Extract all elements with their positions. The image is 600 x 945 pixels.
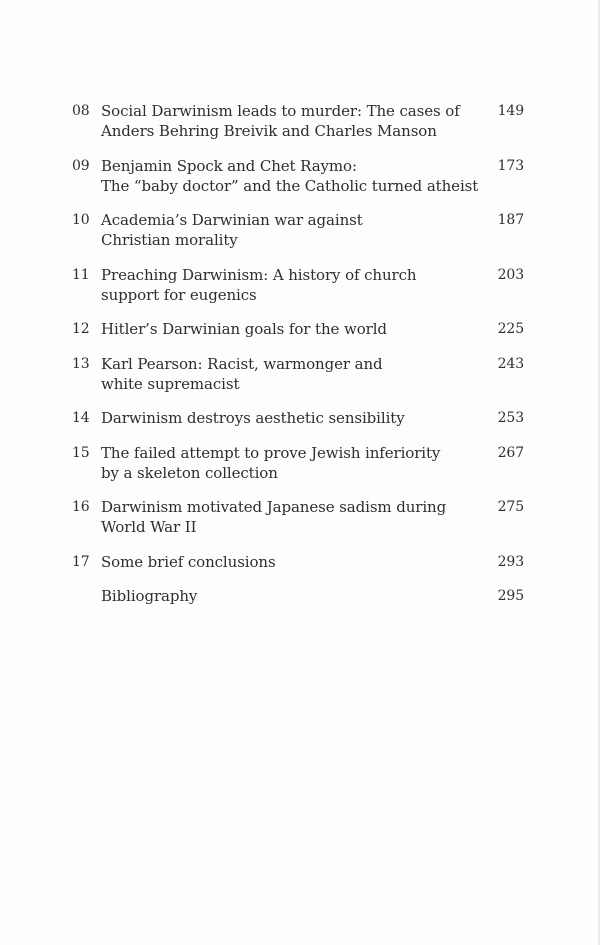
page-number: 267 xyxy=(497,444,524,461)
page-number: 293 xyxy=(497,553,524,570)
chapter-title-line: The failed attempt to prove Jewish inferiority xyxy=(101,443,441,462)
chapter-title-line: Some brief conclusions xyxy=(101,552,276,571)
chapter-title xyxy=(101,354,480,394)
page-number: 187 xyxy=(497,212,524,228)
chapter-title-line: Academia’s Darwinian war against xyxy=(101,211,363,229)
page-number: 149 xyxy=(497,103,524,119)
chapter-title xyxy=(101,210,480,250)
table-of-contents xyxy=(72,101,524,621)
chapter-title-line: Bibliography xyxy=(101,587,198,605)
page-number: 275 xyxy=(497,499,524,515)
chapter-number: 12 xyxy=(72,321,90,337)
chapter-title-line: Darwinism motivated Japanese sadism during xyxy=(101,498,447,516)
chapter-title-line: Darwinism destroys aesthetic sensibility xyxy=(101,409,405,427)
chapter-title-line: Benjamin Spock and Chet Raymo: xyxy=(101,156,357,175)
page-number: 173 xyxy=(497,157,524,174)
toc-entry[interactable] xyxy=(72,408,524,428)
toc-entry[interactable] xyxy=(72,265,524,305)
page-number: 203 xyxy=(497,266,524,283)
chapter-title-line: support for eugenics xyxy=(101,285,257,304)
chapter-title xyxy=(101,319,480,339)
toc-entry[interactable] xyxy=(72,497,524,537)
chapter-title-line: Christian morality xyxy=(101,231,238,249)
toc-entry[interactable] xyxy=(72,552,524,572)
chapter-title-line: The “baby doctor” and the Catholic turned atheist xyxy=(101,176,479,195)
chapter-title-line: Hitler’s Darwinian goals for the world xyxy=(101,320,387,338)
chapter-number: 11 xyxy=(72,266,90,283)
chapter-title xyxy=(101,265,480,305)
chapter-title xyxy=(101,586,480,606)
toc-entry[interactable] xyxy=(72,210,524,250)
chapter-title-line: white supremacist xyxy=(101,374,240,393)
page-number: 253 xyxy=(497,410,524,426)
chapter-number: 17 xyxy=(72,553,90,570)
chapter-title-line: Karl Pearson: Racist, warmonger and xyxy=(101,354,383,373)
chapter-title-line: World War II xyxy=(101,518,197,536)
toc-entry[interactable] xyxy=(72,354,524,394)
toc-entry[interactable] xyxy=(72,101,524,141)
toc-entry[interactable] xyxy=(72,586,524,606)
toc-entry[interactable] xyxy=(72,319,524,339)
chapter-title xyxy=(101,156,480,196)
chapter-title-line: Social Darwinism leads to murder: The cases of xyxy=(101,102,460,120)
toc-entry[interactable] xyxy=(72,443,524,483)
chapter-title xyxy=(101,552,480,572)
chapter-title-line: Preaching Darwinism: A history of church xyxy=(101,265,417,284)
chapter-number: 10 xyxy=(72,212,90,228)
chapter-number: 15 xyxy=(72,444,90,461)
chapter-number: 16 xyxy=(72,499,90,515)
chapter-number: 09 xyxy=(72,157,90,174)
page-number: 225 xyxy=(497,321,524,337)
page-number: 243 xyxy=(497,355,524,372)
chapter-title-line: by a skeleton collection xyxy=(101,463,278,482)
chapter-number: 13 xyxy=(72,355,90,372)
chapter-number: 14 xyxy=(72,410,90,426)
chapter-title-line: Anders Behring Breivik and Charles Manson xyxy=(101,122,437,140)
chapter-title xyxy=(101,101,480,141)
chapter-title xyxy=(101,443,480,483)
chapter-title xyxy=(101,408,480,428)
toc-entry[interactable] xyxy=(72,156,524,196)
chapter-number: 08 xyxy=(72,103,90,119)
page-number: 295 xyxy=(497,588,524,604)
chapter-title xyxy=(101,497,480,537)
